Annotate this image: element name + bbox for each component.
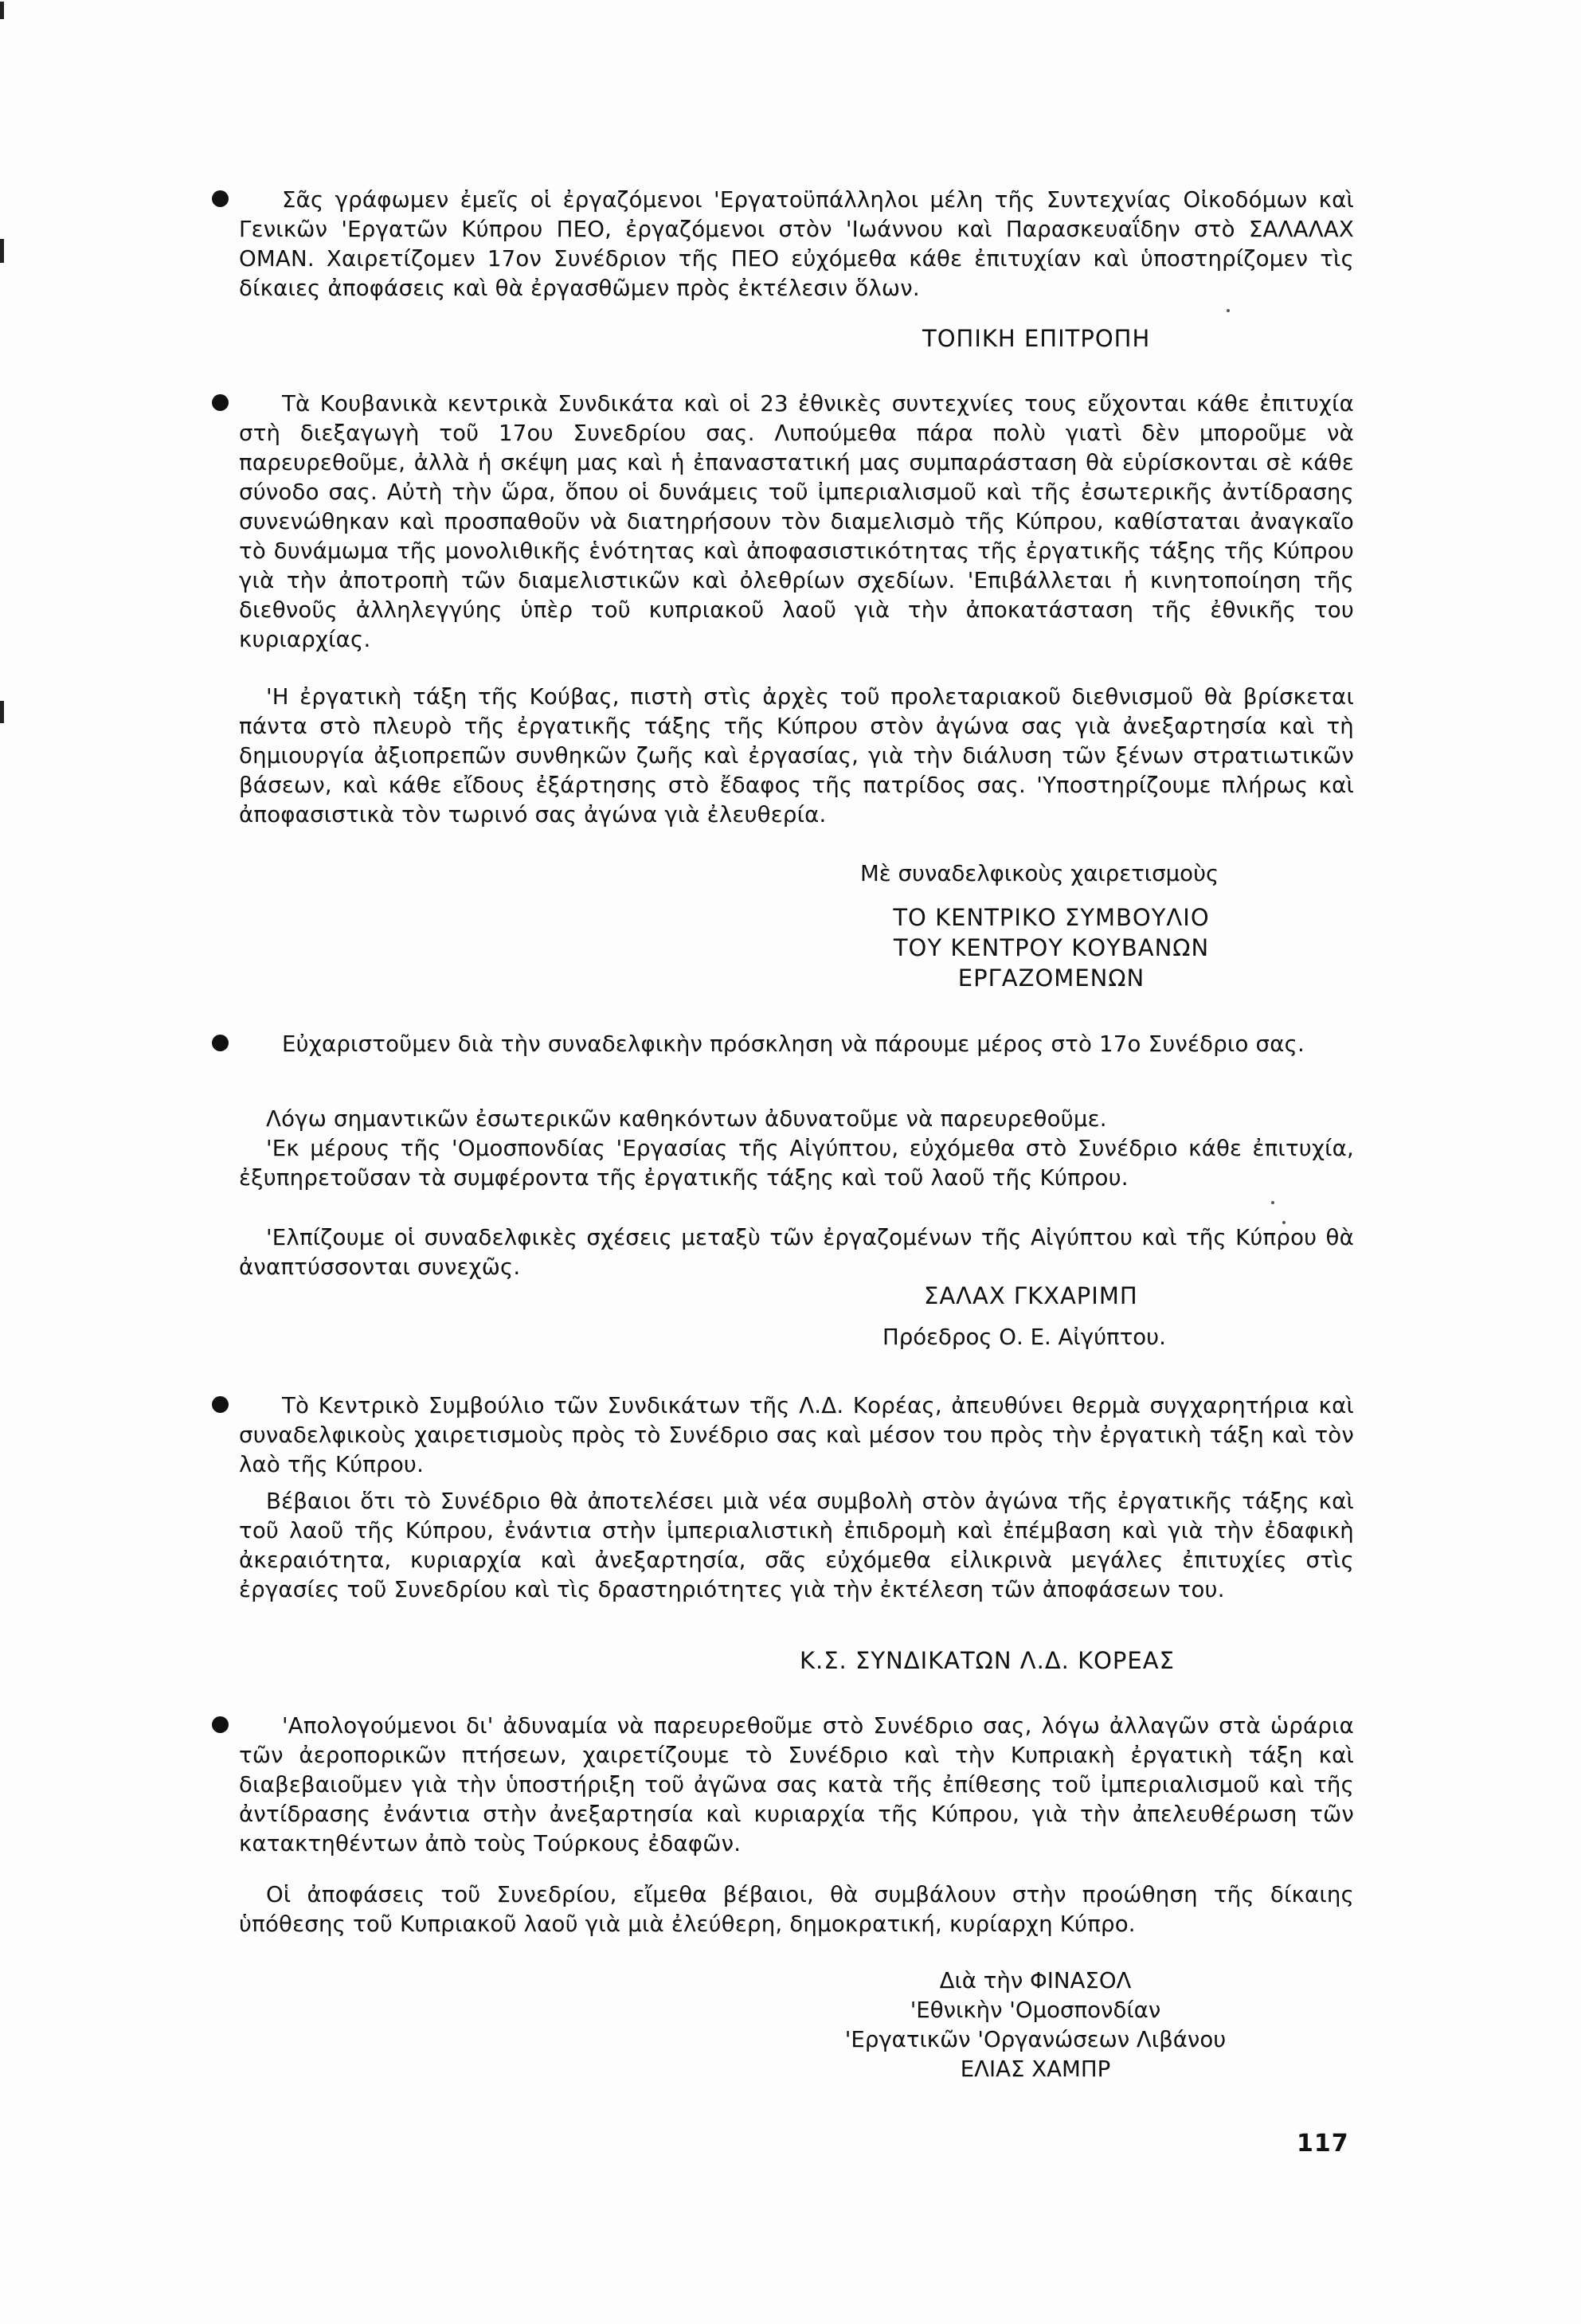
bullet-icon [212,394,229,411]
letter-section-2-continued [239,682,1354,829]
signature-line: Διὰ τὴν ΦΙΝΑΣΟΛ [939,1967,1132,1993]
scan-mark [0,701,4,723]
letter-section-5-continued [239,1880,1354,1939]
signature-line: ΤΟΥ ΚΕΝΤΡΟΥ ΚΟΥΒΑΝΩΝ [893,934,1210,961]
signature-line: 'Εθνικὴν 'Ομοσπονδίαν [910,1997,1161,2023]
letter-paragraph: Τὸ Κεντρικὸ Συμβούλιο τῶν Συνδικάτων τῆς Λ.Δ. Κορέας, ἀπευθύνει θερμὰ συγχαρητήρια καὶ συναδελφικοὺς χαιρετισμοὺς πρὸς τὸ Συνέδριο σας καὶ μέσον του πρὸς τὴν ἐργατικὴ τάξη καὶ τὸν λαὸ τῆς Κύπρου. [239,1391,1354,1479]
letter-section-1 [239,185,1354,303]
letter-paragraph: Οἱ ἀποφάσεις τοῦ Συνεδρίου, εἴμεθα βέβαιοι, θὰ συμβάλουν στὴν προώθηση τῆς δίκαιης ὑπόθεσης τοῦ Κυπριακοῦ λαοῦ γιὰ μιὰ ἐλεύθερη, δημοκρατική, κυρίαρχη Κύπρο. [239,1881,1354,1937]
letter-section-4 [239,1391,1354,1479]
letter-paragraph: Σᾶς γράφωμεν ἐμεῖς οἱ ἐργαζόμενοι 'Εργατοϋπάλληλοι μέλη τῆς Συντεχνίας Οἰκοδόμων καὶ Γενικῶν 'Εργατῶν Κύπρου ΠΕΟ, ἐργαζόμενοι στὸν 'Ιωάννου καὶ Παρασκευαΐδην στὸ ΣΑΛΑΛΑΧ ΟΜΑΝ. Χαιρετίζομεν 17ον Συνέδριον τῆς ΠΕΟ εὐχόμεθα κάθε ἐπιτυχίαν καὶ ὑποστηρίζομεν τὶς δίκαιες ἀποφάσεις καὶ θὰ ἐργασθῶμεν πρὸς ἐκτέλεσιν ὅλων. [239,185,1354,303]
letter-paragraph: 'Απολογούμενοι δι' ἀδυναμία νὰ παρευρεθοῦμε στὸ Συνέδριο σας, λόγω ἀλλαγῶν στὰ ὡράρια τῶν ἀεροπορικῶν πτήσεων, χαιρετίζουμε τὸ Συνέδριο καὶ τὴν Κυπριακὴ ἐργατικὴ τάξη καὶ διαβεβαιοῦμεν γιὰ τὴν ὑποστήριξη τοῦ ἀγῶνα σας κατὰ τῆς ἐπίθεσης τοῦ ἰμπεριαλισμοῦ καὶ τῆς ἀντίδρασης ἐνάντια στὴν ἀνεξαρτησία καὶ κυριαρχία τῆς Κύπρου, γιὰ τὴν ἀπελευθέρωση τῶν κατακτηθέντων ἀπὸ τοὺς Τούρκους ἐδαφῶν. [239,1711,1354,1858]
letter-section-3 [239,1029,1354,1058]
bullet-icon [212,1716,229,1733]
signature-line: ΕΡΓΑΖΟΜΕΝΩΝ [957,964,1145,992]
signature-korea: Κ.Σ. ΣΥΝΔΙΚΑΤΩΝ Λ.Δ. ΚΟΡΕΑΣ [800,1647,1175,1674]
letter-paragraph: Εὐχαριστοῦμεν διὰ τὴν συναδελφικὴν πρόσκληση νὰ πάρουμε μέρος στὸ 17ο Συνέδριο σας. [239,1029,1354,1058]
signature-local-committee: ΤΟΠΙΚΗ ΕΠΙΤΡΟΠΗ [922,325,1151,352]
letter-paragraph: 'Ελπίζουμε οἱ συναδελφικὲς σχέσεις μεταξὺ τῶν ἐργαζομένων τῆς Αἰγύπτου καὶ τῆς Κύπρου θὰ ἀναπτύσσονται συνεχῶς. [239,1224,1354,1280]
letter-paragraph: Λόγω σημαντικῶν ἐσωτερικῶν καθηκόντων ἀδυνατοῦμε νὰ παρευρεθοῦμε. [266,1105,1107,1132]
signature-egypt-title: Πρόεδρος Ο. Ε. Αἰγύπτου. [882,1324,1166,1350]
letter-paragraph: Τὰ Κουβανικὰ κεντρικὰ Συνδικάτα καὶ οἱ 23 ἐθνικὲς συντεχνίες τους εὔχονται κάθε ἐπιτυχία στὴ διεξαγωγὴ τοῦ 17ου Συνεδρίου σας. Λυπούμεθα πάρα πολὺ γιατὶ δὲν μποροῦμε νὰ παρευρεθοῦμε, ἀλλὰ ἡ σκέψη μας καὶ ἡ ἐπαναστατική μας συμπαράσταση θὰ εὑρίσκονται σὲ κάθε σύνοδο σας. Αὐτὴ τὴν ὥρα, ὅπου οἱ δυνάμεις τοῦ ἰμπεριαλισμοῦ καὶ τῆς ἐσωτερικῆς ἀντίδρασης συνενώθηκαν καὶ προσπαθοῦν νὰ διατηρήσουν τὸν διαμελισμὸ τῆς Κύπρου, καθίσταται ἀναγκαῖο τὸ δυνάμωμα τῆς μονολιθικῆς ἑνότητας καὶ ἀποφασιστικότητας τῆς ἐργατικῆς τάξης τῆς Κύπρου γιὰ τὴν ἀποτροπὴ τῶν διαμελιστικῶν καὶ ὀλεθρίων σχεδίων. 'Επιβάλλεται ἡ κινητοποίηση τῆς διεθνοῦς ἀλληλεγγύης ὑπὲρ τοῦ κυπριακοῦ λαοῦ γιὰ τὴν ἀποκατάσταση τῆς ἐθνικῆς του κυριαρχίας. [239,389,1354,654]
signature-line: ΤΟ ΚΕΝΤΡΙΚΟ ΣΥΜΒΟΥΛΙΟ [893,904,1210,931]
letter-paragraph: Βέβαιοι ὅτι τὸ Συνέδριο θὰ ἀποτελέσει μιὰ νέα συμβολὴ στὸν ἀγώνα τῆς ἐργατικῆς τάξης καὶ τοῦ λαοῦ τῆς Κύπρου, ἐνάντια στὴν ἰμπεριαλιστικὴ ἐπιδρομὴ καὶ ἐπέμβαση καὶ γιὰ τὴν ἐδαφικὴ ἀκεραιότητα, κυριαρχία καὶ ἀνεξαρτησία, σᾶς εὐχόμεθα εἰλικρινὰ μεγάλες ἐπιτυχίες στὶς ἐργασίες τοῦ Συνεδρίου καὶ τὶς δραστηριότητες γιὰ τὴν ἐκτέλεση τῶν ἀποφάσεων του. [239,1488,1354,1602]
bullet-icon [212,1035,229,1051]
letter-section-3-final [239,1223,1354,1281]
scan-mark [0,2,4,19]
scan-speck [1282,1221,1286,1224]
closing-greeting: Μὲ συναδελφικοὺς χαιρετισμοὺς [860,860,1219,886]
letter-section-5 [239,1711,1354,1858]
signature-lebanon [804,1966,1266,2083]
signature-line: ΕΛΙΑΣ ΧΑΜΠΡ [960,2056,1111,2082]
bullet-icon [212,190,229,207]
signature-cuban-council [828,902,1274,993]
scan-mark [0,239,4,263]
signature-egypt-name: ΣΑΛΑΧ ΓΚΧΑΡΙΜΠ [924,1282,1138,1309]
scan-speck [1271,1201,1274,1204]
signature-line: 'Εργατικῶν 'Οργανώσεων Λιβάνου [844,2026,1227,2052]
bullet-icon [212,1396,229,1413]
letter-section-2 [239,389,1354,654]
letter-paragraph: 'Εκ μέρους τῆς 'Ομοσπονδίας 'Εργασίας τῆς Αἰγύπτου, εὐχόμεθα στὸ Συνέδριο κάθε ἐπιτυχία, ἐξυπηρετοῦσαν τὰ συμφέροντα τῆς ἐργατικῆς τάξης καὶ τοῦ λαοῦ τῆς Κύπρου. [239,1135,1354,1191]
scan-speck [1227,309,1230,312]
page-number: 117 [1297,2130,1349,2158]
letter-paragraph: 'Η ἐργατικὴ τάξη τῆς Κούβας, πιστὴ στὶς ἀρχὲς τοῦ προλεταριακοῦ διεθνισμοῦ θὰ βρίσκεται πάντα στὸ πλευρὸ τῆς ἐργατικῆς τάξης τῆς Κύπρου στὸν ἀγώνα σας γιὰ ἀνεξαρτησία καὶ τὴ δημιουργία ἀξιοπρεπῶν συνθηκῶν ζωῆς καὶ ἐργασίας, γιὰ τὴν διάλυση τῶν ξένων στρατιωτικῶν βάσεων, καὶ κάθε εἴδους ἐξάρτησης στὸ ἔδαφος τῆς πατρίδος σας. 'Υποστηρίζουμε πλήρως καὶ ἀποφασιστικὰ τὸν τωρινό σας ἀγώνα γιὰ ἐλευθερία. [239,683,1354,827]
letter-section-4-continued [239,1486,1354,1604]
letter-section-3-continued [239,1104,1354,1192]
